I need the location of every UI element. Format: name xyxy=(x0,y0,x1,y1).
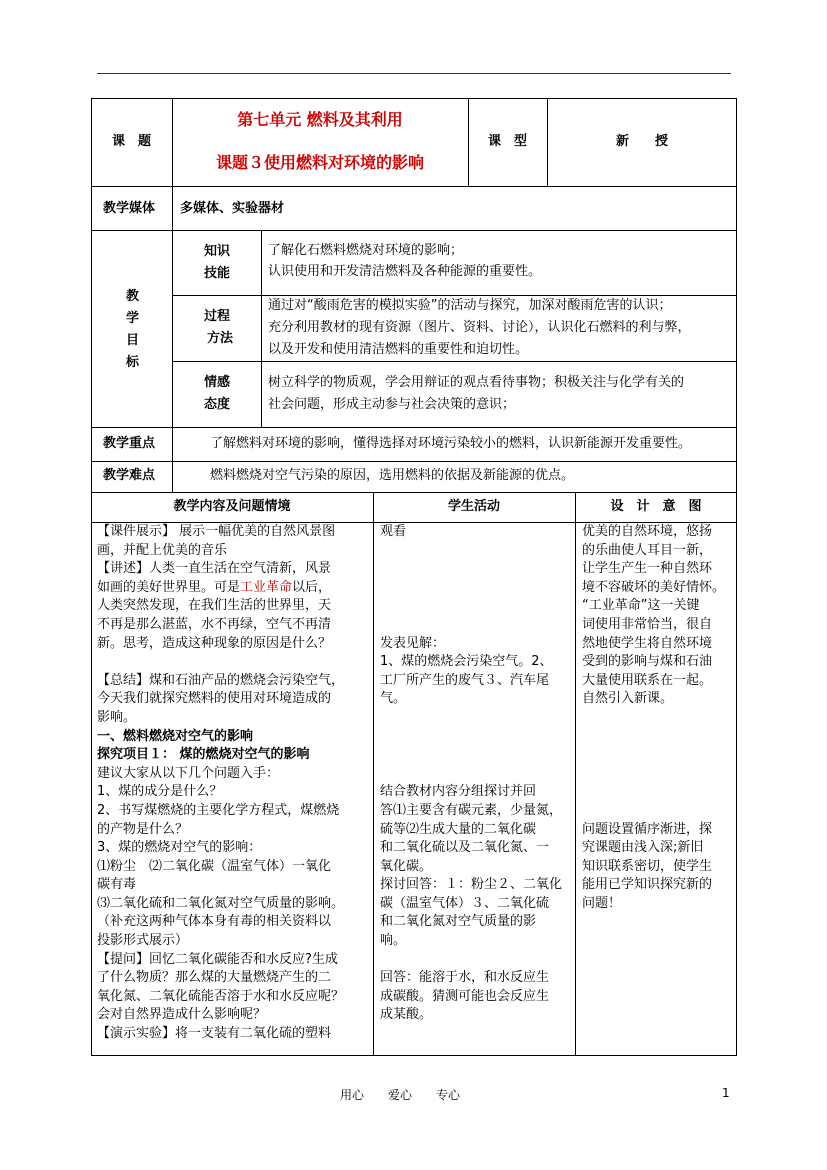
label-kexing: 课 型 xyxy=(487,134,527,149)
activity-line xyxy=(380,597,575,616)
goals-label-1: 教 xyxy=(126,289,140,304)
activity-line xyxy=(380,560,575,579)
media-value: 多媒体、实验器材 xyxy=(180,201,285,216)
goal-process-line-1: 通过对“酸雨危害的模拟实验”的活动与探究，加深对酸雨危害的认识； xyxy=(268,298,672,313)
activity-line: 结合教材内容分组探讨并回 xyxy=(380,784,537,800)
content-line: 1、煤的成分是什么？ xyxy=(97,784,223,800)
content-line: 【提问】回忆二氧化碳能否和水反应?生成 xyxy=(97,951,338,967)
content-line: 【课件展示】 展示一幅优美的自然风景图 xyxy=(97,524,336,539)
activity-line: 碳（温室气体）３、二氧化硫 xyxy=(380,895,550,911)
content-line: 不再是那么湛蓝，水不再绿，空气不再清 xyxy=(97,616,332,632)
intent-line: 究课题由浅入深;新旧 xyxy=(582,840,704,856)
content-line: 人类突然发现，在我们生活的世界里，天 xyxy=(97,598,332,614)
intent-line xyxy=(582,709,737,728)
intent-line: 的乐曲使人耳目一新， xyxy=(582,542,713,558)
intent-line: 境不容破坏的美好情怀。 xyxy=(582,579,726,595)
intent-line: 问题！ xyxy=(582,895,622,911)
content-line: 如画的美好世界里。可是工业革命以后， xyxy=(97,579,332,595)
content-line: 今天我们就探究燃料的使用对环境造成的 xyxy=(97,691,332,707)
goal-attitude-line-1: 树立科学的物质观，学会用辩证的观点看待事物；积极关注与化学有关的 xyxy=(268,375,685,390)
content-line: 3、煤的燃烧对空气的影响： xyxy=(97,840,262,856)
activity-line: 1、煤的燃烧会污染空气。2、 xyxy=(380,654,553,670)
activity-line: 和二氧化氮对空气质量的影 xyxy=(380,914,537,930)
teaching-content-column xyxy=(97,523,373,1044)
content-line: 2、书写煤燃烧的主要化学方程式，煤燃烧 xyxy=(97,802,340,818)
content-line: 【总结】煤和石油产品的燃烧会污染空气， xyxy=(97,672,345,688)
difficulty-value: 燃料燃烧对空气污染的原因，选用燃料的依据及新能源的优点。 xyxy=(210,468,575,483)
goal-label-knowledge-1: 知识 xyxy=(204,244,231,259)
activity-line: 成某酸。 xyxy=(380,1007,433,1023)
activity-line: 成碳酸。猜测可能也会反应生 xyxy=(380,988,550,1004)
highlight-term: 工业革命 xyxy=(240,579,293,595)
column-header-intent: 设 计 意 图 xyxy=(610,499,702,514)
intent-line xyxy=(582,728,737,747)
intent-line xyxy=(582,746,737,765)
goal-label-attitude-2: 态度 xyxy=(204,397,231,412)
intent-line: 让学生产生一种自然环 xyxy=(582,561,713,577)
activity-line: 答⑴主要含有碳元素，少量氮， xyxy=(380,802,563,818)
difficulty-label: 教学难点 xyxy=(103,468,156,483)
content-line: 建议大家从以下几个问题入手： xyxy=(97,765,280,781)
media-label: 教学媒体 xyxy=(103,201,156,216)
goals-label-3: 目 xyxy=(126,333,140,348)
intent-line xyxy=(582,802,737,821)
activity-line: 探讨回答：１：粉尘２、二氧化 xyxy=(380,877,563,893)
goal-process-line-2: 充分利用教材的现有资源（图片、资料、讨论），认识化石燃料的利与弊， xyxy=(268,320,691,335)
page-number: 1 xyxy=(722,1086,730,1100)
content-line: 【讲述】人类一直生活在空气清新，风景 xyxy=(97,561,332,577)
content-line xyxy=(97,653,373,672)
design-intent-column xyxy=(582,523,737,913)
intent-line: 词使用非常恰当，很自 xyxy=(582,616,713,632)
activity-line: 观看 xyxy=(380,524,407,539)
activity-line: 工厂所产生的废气３、汽车尾 xyxy=(380,672,550,688)
intent-line: 能用已学知识探究新的 xyxy=(582,877,713,893)
focus-label: 教学重点 xyxy=(103,436,156,451)
intent-line xyxy=(582,783,737,802)
activity-line: 回答：能溶于水，和水反应生 xyxy=(380,970,550,986)
header-rule xyxy=(97,73,731,74)
intent-line: 受到的影响与煤和石油 xyxy=(582,654,713,670)
activity-line xyxy=(380,709,575,728)
activity-line: 硫等⑵生成大量的二氧化碳 xyxy=(380,821,537,837)
intent-line: “工业革命”这一关键 xyxy=(582,598,700,614)
activity-line xyxy=(380,746,575,765)
activity-line: 气。 xyxy=(380,691,407,707)
content-line: 新。思考，造成这种现象的原因是什么？ xyxy=(97,635,332,651)
column-header-activity: 学生活动 xyxy=(447,499,500,514)
goal-label-attitude-1: 情感 xyxy=(204,375,231,390)
focus-value: 了解燃料对环境的影响，懂得选择对环境污染较小的燃料，认识新能源开发重要性。 xyxy=(210,436,692,451)
intent-line: 知识联系密切，使学生 xyxy=(582,858,713,874)
activity-line xyxy=(380,579,575,598)
goal-label-process-1: 过程 xyxy=(204,309,231,324)
goal-process-line-3: 以及开发和使用清洁燃料的重要性和迫切性。 xyxy=(268,342,529,357)
content-line: 了什么物质？那么煤的大量燃烧产生的二 xyxy=(97,970,332,986)
goal-knowledge-line-1: 了解化石燃料燃烧对环境的影响； xyxy=(268,243,464,258)
activity-line: 氧化碳。 xyxy=(380,858,433,874)
goal-label-knowledge-2: 技能 xyxy=(204,266,231,281)
intent-line: 优美的自然环境，悠扬 xyxy=(582,524,713,539)
title-lesson: 课题３使用燃料对环境的影响 xyxy=(215,153,424,172)
content-line: 画，并配上优美的音乐 xyxy=(97,542,228,558)
activity-line: 发表见解： xyxy=(380,635,446,651)
intent-line: 大量使用联系在一起。 xyxy=(582,672,713,688)
intent-line: 然地使学生将自然环境 xyxy=(582,635,713,651)
activity-line: 和二氧化硫以及二氧化氮、一 xyxy=(380,840,550,856)
goals-label-4: 标 xyxy=(126,355,140,370)
column-header-content: 教学内容及问题情境 xyxy=(173,499,291,514)
student-activity-column xyxy=(380,523,575,1025)
activity-line xyxy=(380,765,575,784)
content-line: ⑴粉尘 ⑵二氧化碳（温室气体）一氧化 xyxy=(97,858,332,874)
goal-knowledge-line-2: 认识使用和开发清洁燃料及各种能源的重要性。 xyxy=(268,264,542,279)
content-line: 碳有毒 xyxy=(97,877,137,893)
content-line: 的产物是什么？ xyxy=(97,821,189,837)
content-line: 投影形式展示） xyxy=(97,933,189,949)
footer-slogan: 用心 爱心 专心 xyxy=(340,1088,461,1102)
activity-line xyxy=(380,951,575,970)
activity-line xyxy=(380,542,575,561)
activity-line xyxy=(380,616,575,635)
goals-label-2: 学 xyxy=(126,311,140,326)
label-keti: 课 题 xyxy=(112,134,152,149)
intent-line: 问题设置循序渐进，探 xyxy=(582,821,713,837)
content-line: 影响。 xyxy=(97,709,137,725)
intent-line: 自然引入新课。 xyxy=(582,691,674,707)
intent-line xyxy=(582,765,737,784)
activity-line xyxy=(380,728,575,747)
goal-attitude-line-2: 社会问题，形成主动参与社会决策的意识； xyxy=(268,397,516,412)
value-kexing: 新 授 xyxy=(615,134,668,149)
activity-line: 响。 xyxy=(380,933,407,949)
content-line: （补充这两种气体本身有毒的相关资料以 xyxy=(97,914,332,930)
content-line: 探究项目１： 煤的燃烧对空气的影响 xyxy=(97,747,310,763)
title-unit: 第七单元 燃料及其利用 xyxy=(237,110,403,129)
content-line: 一、燃料燃烧对空气的影响 xyxy=(97,728,254,744)
content-line: 氧化氮、二氧化硫能否溶于水和水反应呢？ xyxy=(97,988,345,1004)
content-line: ⑶二氧化硫和二氧化氮对空气质量的影响。 xyxy=(97,895,345,911)
content-line: 会对自然界造成什么影响呢？ xyxy=(97,1007,267,1023)
content-line: 【演示实验】将一支装有二氧化硫的塑料 xyxy=(97,1026,332,1042)
goal-label-process-2: 方法 xyxy=(207,331,234,346)
